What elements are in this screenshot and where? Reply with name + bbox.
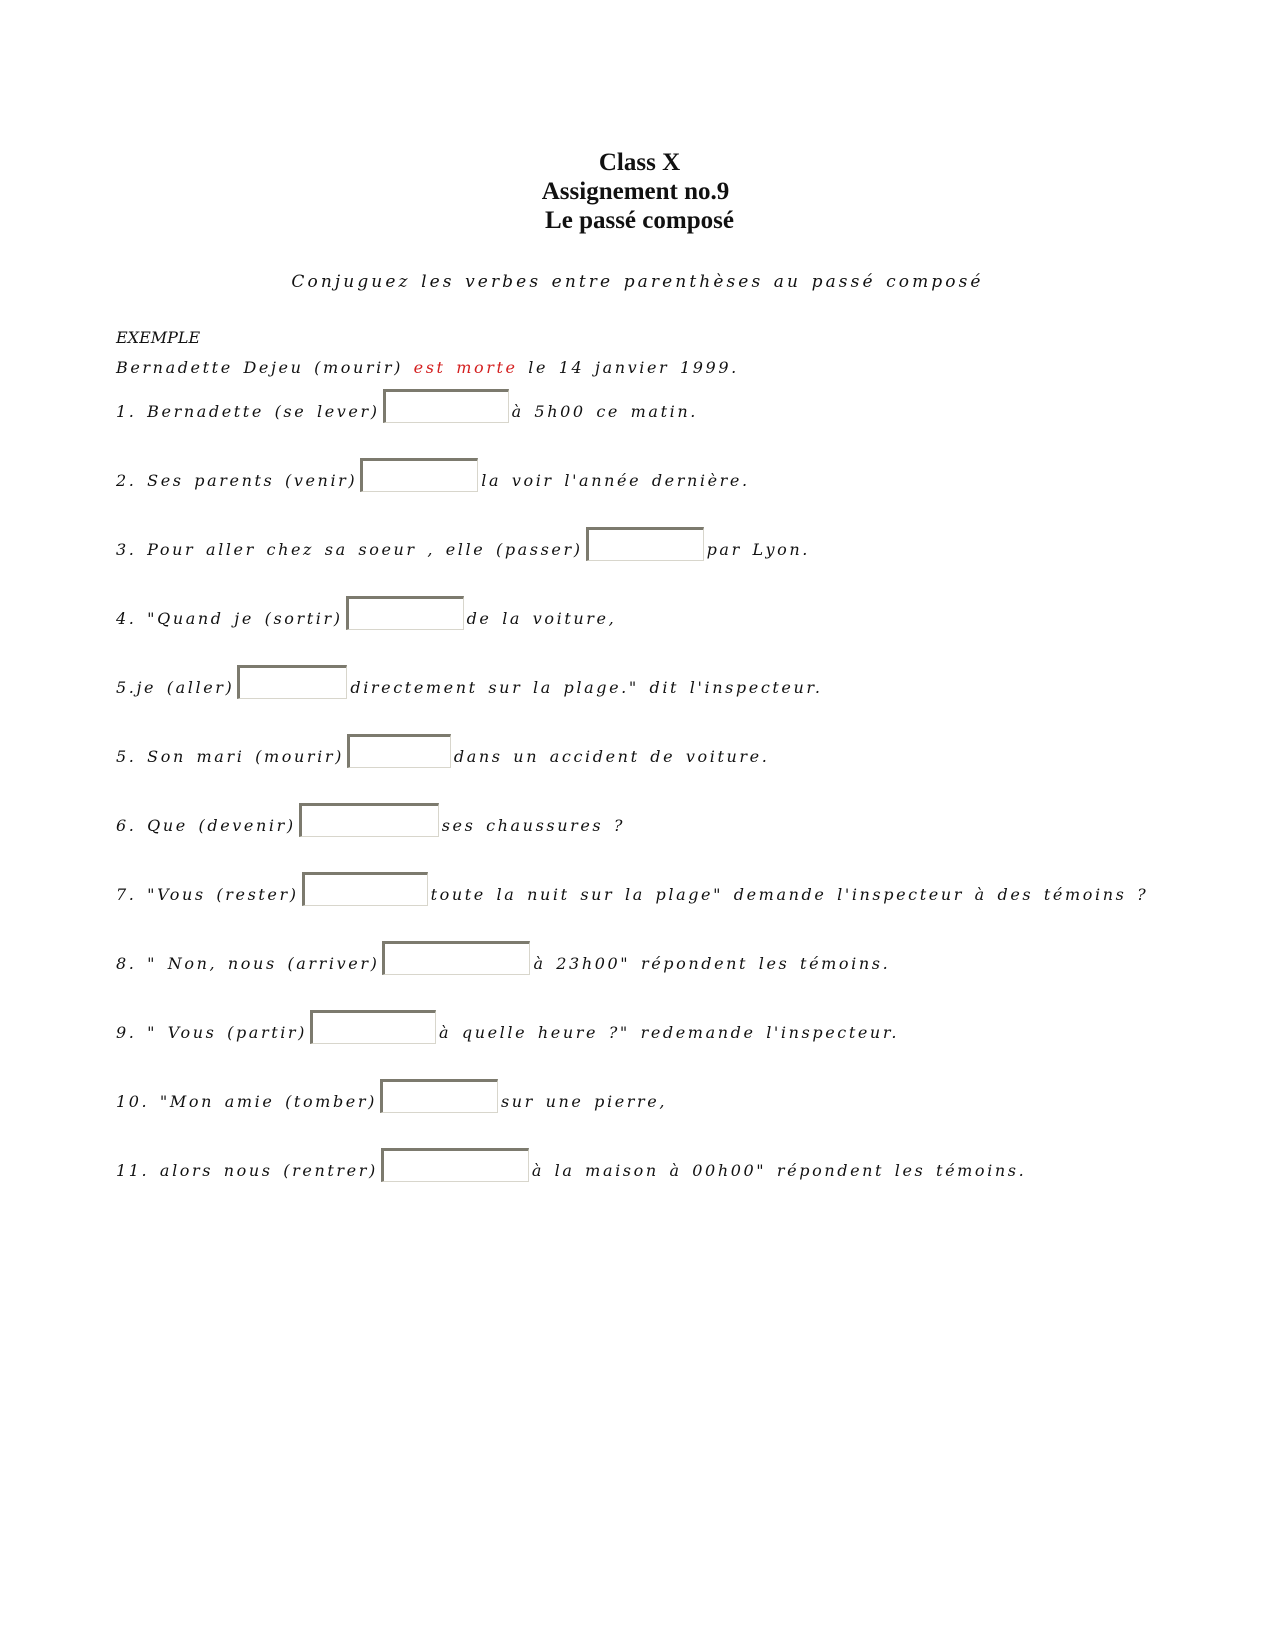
exercise-6 [116,736,769,774]
exercise-continuation: à 23h00" répondent les témoins. [533,954,891,973]
answer-input-5[interactable] [237,665,347,699]
exercise-prompt: 7. "Vous (rester) [116,885,299,904]
answer-input-6[interactable] [347,734,451,768]
exercise-9 [116,943,890,981]
exercise-continuation: à la maison à 00h00" répondent les témoins. [531,1161,1027,1180]
exercise-continuation: directement sur la plage." dit l'inspecteur. [350,678,823,697]
exercise-prompt: 5. Son mari (mourir) [116,747,344,766]
exercise-prompt: 10. "Mon amie (tomber) [116,1092,377,1111]
answer-input-12[interactable] [381,1148,529,1182]
answer-input-2[interactable] [360,458,478,492]
answer-input-9[interactable] [382,941,530,975]
exercise-prompt: 9. " Vous (partir) [116,1023,308,1042]
exercise-continuation: par Lyon. [706,540,810,559]
answer-input-3[interactable] [586,527,704,561]
exercise-continuation: de la voiture, [466,609,617,628]
answer-input-7[interactable] [299,803,439,837]
exercise-1 [116,391,698,429]
exercise-prompt: 6. Que (devenir) [116,816,296,835]
example-answer: est morte [413,358,518,377]
exercise-continuation: ses chaussures ? [441,816,626,835]
answer-input-8[interactable] [302,872,428,906]
exercise-4 [116,598,616,636]
exercise-7 [116,805,625,843]
exercise-11 [116,1081,667,1119]
exercise-continuation: à 5h00 ce matin. [511,402,698,421]
answer-input-1[interactable] [383,389,509,423]
assignment-title: Assignement no.9 [541,178,730,205]
exercise-2 [116,460,750,498]
example-label: EXEMPLE [116,328,201,347]
example-sentence [116,358,739,377]
class-title: Class X [598,149,681,176]
example-after: le 14 janvier 1999. [517,358,739,377]
exercise-3 [116,529,810,567]
exercise-continuation: à quelle heure ?" redemande l'inspecteur. [439,1023,900,1042]
topic-title: Le passé composé [545,207,734,234]
exercise-prompt: 11. alors nous (rentrer) [116,1161,378,1180]
answer-input-4[interactable] [346,596,464,630]
answer-input-10[interactable] [310,1010,436,1044]
exercise-prompt: 8. " Non, nous (arriver) [116,954,380,973]
exercise-8 [116,874,1148,912]
answer-input-11[interactable] [380,1079,498,1113]
exercise-prompt: 3. Pour aller chez sa soeur , elle (passer) [116,540,583,559]
exercise-prompt: 4. "Quand je (sortir) [116,609,343,628]
exercise-continuation: toute la nuit sur la plage" demande l'inspecteur à des témoins ? [430,885,1149,904]
example-before: Bernadette Dejeu (mourir) [116,358,414,377]
exercise-12 [116,1150,1026,1188]
instruction-text: Conjuguez les verbes entre parenthèses au passé composé [291,272,984,292]
exercise-prompt: 5.je (aller) [116,678,235,697]
document-header [0,148,1275,235]
exercise-prompt: 2. Ses parents (venir) [116,471,358,490]
exercise-continuation: sur une pierre, [500,1092,668,1111]
exercise-continuation: dans un accident de voiture. [453,747,770,766]
exercise-10 [116,1012,899,1050]
exercise-prompt: 1. Bernadette (se lever) [116,402,380,421]
exercise-continuation: la voir l'année dernière. [481,471,750,490]
exercise-5 [116,667,823,705]
